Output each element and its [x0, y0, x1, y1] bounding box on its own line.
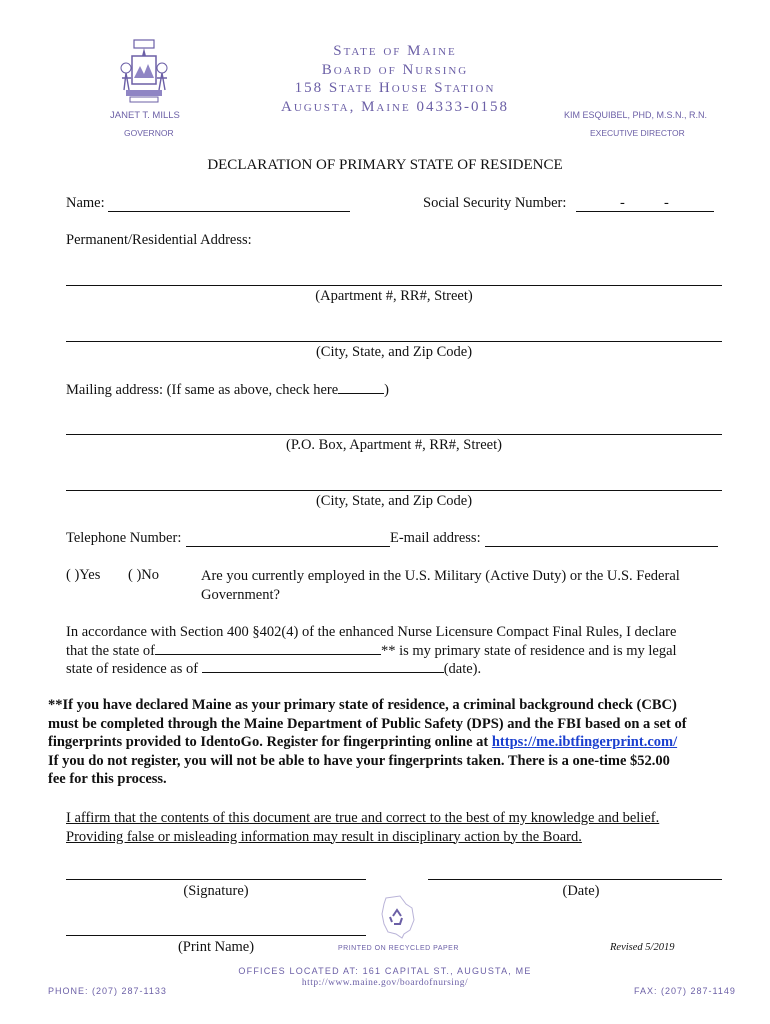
signature-field[interactable] — [66, 879, 366, 880]
email-field[interactable] — [485, 546, 718, 547]
agency-city: Augusta, Maine 04333-0158 — [281, 98, 509, 115]
city-state-zip-field[interactable] — [66, 341, 722, 342]
ssn-label: Social Security Number: — [423, 195, 567, 211]
affirmation-line-1: I affirm that the contents of this document are true and correct to the best of my knowledge and belief. — [66, 810, 660, 826]
print-name-field[interactable] — [66, 935, 366, 936]
name-label: Name: — [66, 195, 105, 211]
po-box-caption: (P.O. Box, Apartment #, RR#, Street) — [286, 437, 502, 453]
declaration-state-suffix: ** is my primary state of residence and is my legal — [380, 642, 677, 659]
declaration-paragraph — [66, 623, 726, 679]
street-address-field[interactable] — [66, 285, 722, 286]
mailing-city-field[interactable] — [66, 490, 722, 491]
director-name: KIM ESQUIBEL, PHD, M.S.N., R.N. — [564, 110, 708, 120]
affirmation — [66, 809, 659, 846]
cbc-line-4: If you do not register, you will not be able to have your fingerprints taken. There is a one-time $52.00 — [48, 752, 670, 769]
military-question-line-1: Are you currently employed in the U.S. Military (Active Duty) or the U.S. Federal — [201, 568, 680, 584]
declaration-line-1: In accordance with Section 400 §402(4) of the enhanced Nurse Licensure Compact Final Rules, I declare — [66, 624, 677, 640]
signature-caption: (Signature) — [183, 883, 249, 899]
primary-state-field[interactable] — [155, 642, 381, 655]
declaration-date-text: state of residence as of — [66, 661, 199, 677]
yes-checkbox[interactable]: ( )Yes — [66, 567, 101, 583]
residence-date-field[interactable] — [202, 660, 444, 673]
director-title: EXECUTIVE DIRECTOR — [590, 128, 685, 138]
cbc-line-1: **If you have declared Maine as your primary state of residence, a criminal background check (CBC) — [48, 697, 677, 713]
ssn-dash-1: - — [620, 195, 625, 211]
board-name: Board of Nursing — [321, 61, 469, 78]
governor-name: JANET T. MILLS — [110, 110, 180, 121]
governor-title: GOVERNOR — [124, 128, 174, 138]
telephone-label: Telephone Number: — [66, 530, 182, 546]
date-field[interactable] — [428, 879, 722, 880]
mailing-address-label — [66, 381, 389, 399]
cbc-line-2: must be completed through the Maine Department of Public Safety (DPS) and the FBI based on a set of — [48, 715, 687, 732]
declaration-date-suffix: (date). — [443, 661, 482, 677]
footer-fax: FAX: (207) 287-1149 — [634, 986, 736, 996]
no-checkbox[interactable]: ( )No — [128, 567, 160, 583]
mailing-label-text: Mailing address: (If same as above, check here — [66, 382, 339, 398]
agency-name: State of Maine — [333, 43, 457, 59]
military-question — [201, 567, 680, 604]
footer-offices: OFFICES LOCATED AT: 161 CAPITAL ST., AUGUSTA, ME — [238, 966, 532, 976]
mailing-street-field[interactable] — [66, 434, 722, 435]
affirmation-line-2: Providing false or misleading information may result in disciplinary action by the Board. — [66, 828, 582, 845]
cbc-line-3 — [48, 733, 738, 752]
date-caption: (Date) — [562, 883, 600, 899]
state-seal-icon — [116, 38, 172, 104]
permanent-address-label: Permanent/Residential Address: — [66, 232, 252, 248]
print-name-caption: (Print Name) — [177, 939, 255, 955]
revised-date: Revised 5/2019 — [610, 942, 675, 953]
ssn-dash-2: - — [664, 195, 669, 211]
military-question-line-2: Government? — [201, 586, 280, 603]
cbc-line-5: fee for this process. — [48, 771, 167, 787]
street-caption: (Apartment #, RR#, Street) — [315, 288, 473, 304]
mailing-close-paren: ) — [384, 382, 390, 398]
declaration-line-2 — [66, 642, 726, 661]
same-as-above-check[interactable] — [338, 381, 384, 394]
fingerprint-link[interactable]: https://me.ibtfingerprint.com/ — [491, 734, 678, 750]
city-caption: (City, State, and Zip Code) — [315, 344, 473, 360]
mailing-city-caption: (City, State, and Zip Code) — [315, 493, 473, 509]
telephone-field[interactable] — [186, 546, 390, 547]
form-title: DECLARATION OF PRIMARY STATE OF RESIDENCE — [207, 157, 563, 173]
ssn-field[interactable] — [576, 211, 714, 212]
declaration-state-text: that the state of — [66, 642, 155, 659]
footer-phone: PHONE: (207) 287-1133 — [48, 986, 167, 996]
recycled-paper-text: PRINTED ON RECYCLED PAPER — [338, 945, 459, 952]
recycle-icon — [376, 894, 420, 940]
footer-url[interactable]: http://www.maine.gov/boardofnursing/ — [301, 978, 469, 988]
declaration-line-3 — [66, 660, 726, 679]
cbc-line-3-text: fingerprints provided to IdentoGo. Register for fingerprinting online at — [48, 734, 492, 750]
name-field[interactable] — [108, 211, 350, 212]
agency-street: 158 State House Station — [294, 80, 496, 96]
cbc-notice — [48, 696, 738, 789]
email-label: E-mail address: — [390, 530, 481, 546]
